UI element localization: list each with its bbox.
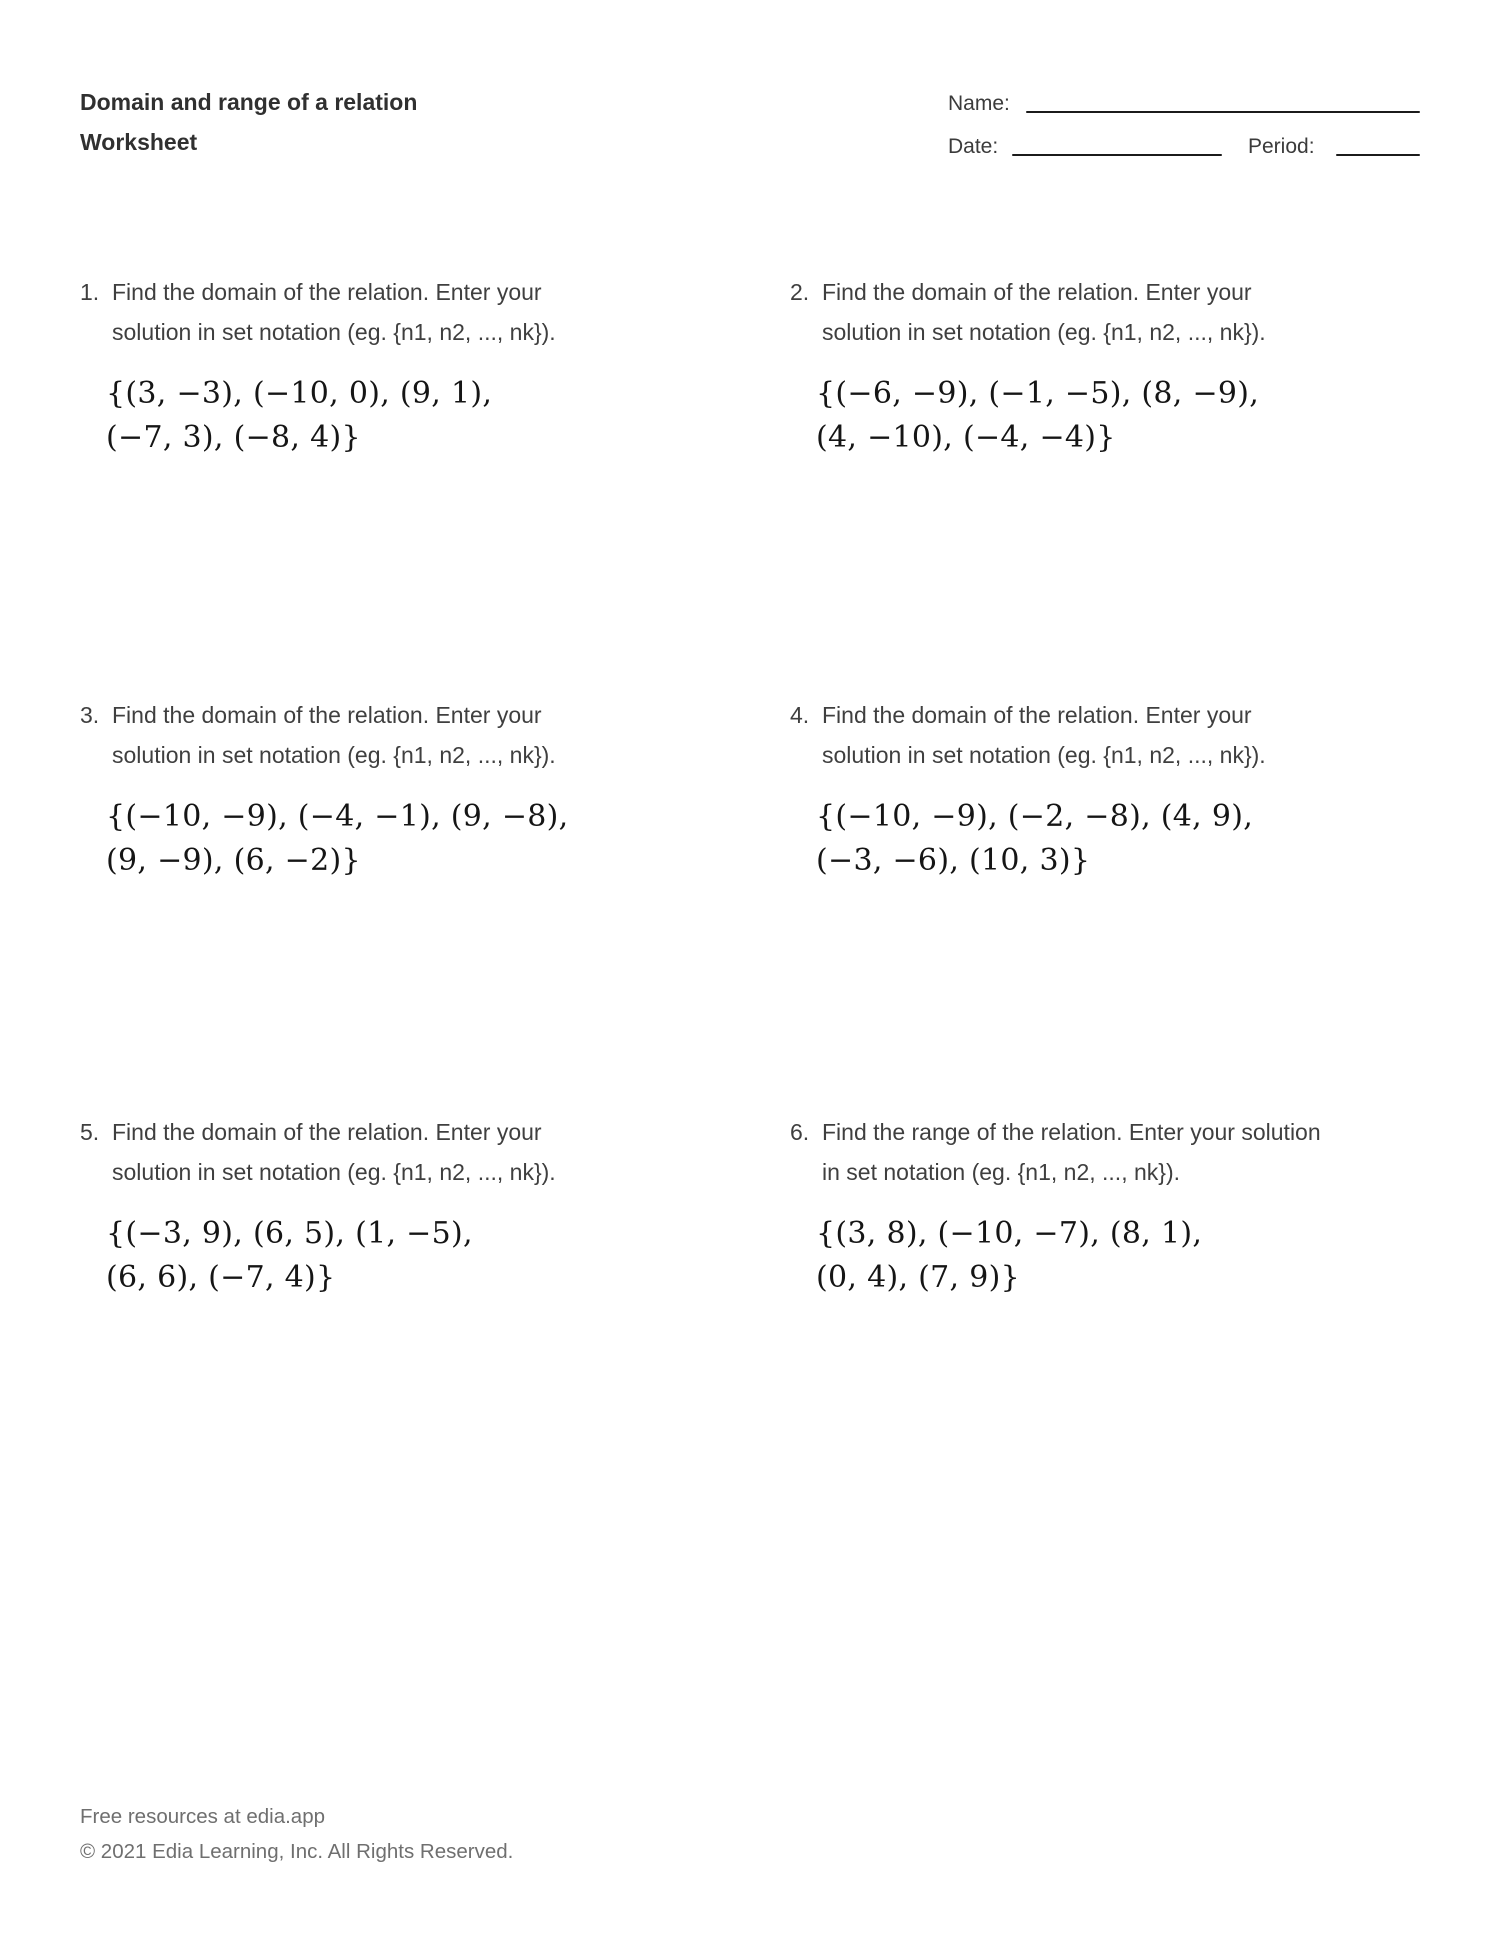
- footer-resources-text: Free resources at edia.app: [80, 1805, 325, 1828]
- problem-6-relation-line2: (0, 4), (7, 9)}: [816, 1260, 1020, 1295]
- problem-5-relation-line2: (6, 6), (−7, 4)}: [106, 1260, 336, 1295]
- problem-2-prompt-line2: solution in set notation (eg. {n1, n2, ..., nk}).: [822, 319, 1266, 345]
- title-line: Domain and range of a relation: [80, 89, 418, 115]
- problem-4-relation-line1: {(−10, −9), (−2, −8), (4, 9),: [816, 799, 1254, 834]
- problem-5: [80, 1112, 720, 1300]
- problem-1-number: 1.: [80, 279, 100, 305]
- problem-3-prompt-line2: solution in set notation (eg. {n1, n2, ..., nk}).: [112, 742, 556, 768]
- problem-3-relation-line1: {(−10, −9), (−4, −1), (9, −8),: [106, 799, 569, 834]
- problem-1-prompt: [80, 272, 720, 352]
- problem-6-prompt: [790, 1112, 1430, 1192]
- problem-6-relation: [816, 1212, 1430, 1300]
- problem-1-relation-line1: {(3, −3), (−10, 0), (9, 1),: [106, 376, 493, 411]
- problem-4-relation-line2: (−3, −6), (10, 3)}: [816, 843, 1091, 878]
- problem-3-relation: [106, 795, 720, 883]
- problem-5-relation: [106, 1212, 720, 1300]
- problem-5-relation-line1: {(−3, 9), (6, 5), (1, −5),: [106, 1216, 473, 1251]
- problem-2-prompt-line1: Find the domain of the relation. Enter your: [822, 279, 1252, 305]
- problem-4-prompt-line1: Find the domain of the relation. Enter your: [822, 702, 1252, 728]
- problem-3-number: 3.: [80, 702, 100, 728]
- problem-6: [790, 1112, 1430, 1300]
- problem-5-prompt: [80, 1112, 720, 1192]
- page-title: [80, 82, 417, 162]
- problem-2-number: 2.: [790, 279, 810, 305]
- date-label: Date:: [948, 135, 999, 158]
- page-footer: [80, 1799, 513, 1869]
- problem-6-prompt-line1: Find the range of the relation. Enter your solution: [822, 1119, 1321, 1145]
- problem-4-prompt-line2: solution in set notation (eg. {n1, n2, ..., nk}).: [822, 742, 1266, 768]
- problem-1-prompt-line1: Find the domain of the relation. Enter your: [112, 279, 542, 305]
- problem-5-number: 5.: [80, 1119, 100, 1145]
- problem-2-relation-line1: {(−6, −9), (−1, −5), (8, −9),: [816, 376, 1260, 411]
- problem-2-relation-line2: (4, −10), (−4, −4)}: [816, 420, 1116, 455]
- problem-3: [80, 695, 720, 883]
- problem-6-relation-line1: {(3, 8), (−10, −7), (8, 1),: [816, 1216, 1203, 1251]
- problem-4-prompt: [790, 695, 1430, 775]
- problem-3-prompt-line1: Find the domain of the relation. Enter your: [112, 702, 542, 728]
- problem-1-relation: [106, 372, 720, 460]
- problem-5-prompt-line2: solution in set notation (eg. {n1, n2, ..., nk}).: [112, 1159, 556, 1185]
- date-blank-line: [1012, 154, 1222, 156]
- problem-2-relation: [816, 372, 1430, 460]
- problem-4-relation: [816, 795, 1430, 883]
- problem-3-relation-line2: (9, −9), (6, −2)}: [106, 843, 361, 878]
- problem-5-prompt-line1: Find the domain of the relation. Enter your: [112, 1119, 542, 1145]
- problem-4-number: 4.: [790, 702, 810, 728]
- name-blank-line: [1026, 111, 1420, 113]
- period-label: Period:: [1248, 135, 1315, 158]
- problem-2: [790, 272, 1430, 460]
- problem-3-prompt: [80, 695, 720, 775]
- problem-1: [80, 272, 720, 460]
- problem-1-prompt-line2: solution in set notation (eg. {n1, n2, ..., nk}).: [112, 319, 556, 345]
- name-label: Name:: [948, 92, 1010, 115]
- subtitle-line: Worksheet: [80, 129, 198, 155]
- footer-copyright-text: © 2021 Edia Learning, Inc. All Rights Reserved.: [80, 1840, 514, 1863]
- problem-2-prompt: [790, 272, 1430, 352]
- period-blank-line: [1336, 154, 1420, 156]
- problem-6-prompt-line2: in set notation (eg. {n1, n2, ..., nk}).: [822, 1159, 1181, 1185]
- problem-1-relation-line2: (−7, 3), (−8, 4)}: [106, 420, 361, 455]
- problem-4: [790, 695, 1430, 883]
- problem-6-number: 6.: [790, 1119, 810, 1145]
